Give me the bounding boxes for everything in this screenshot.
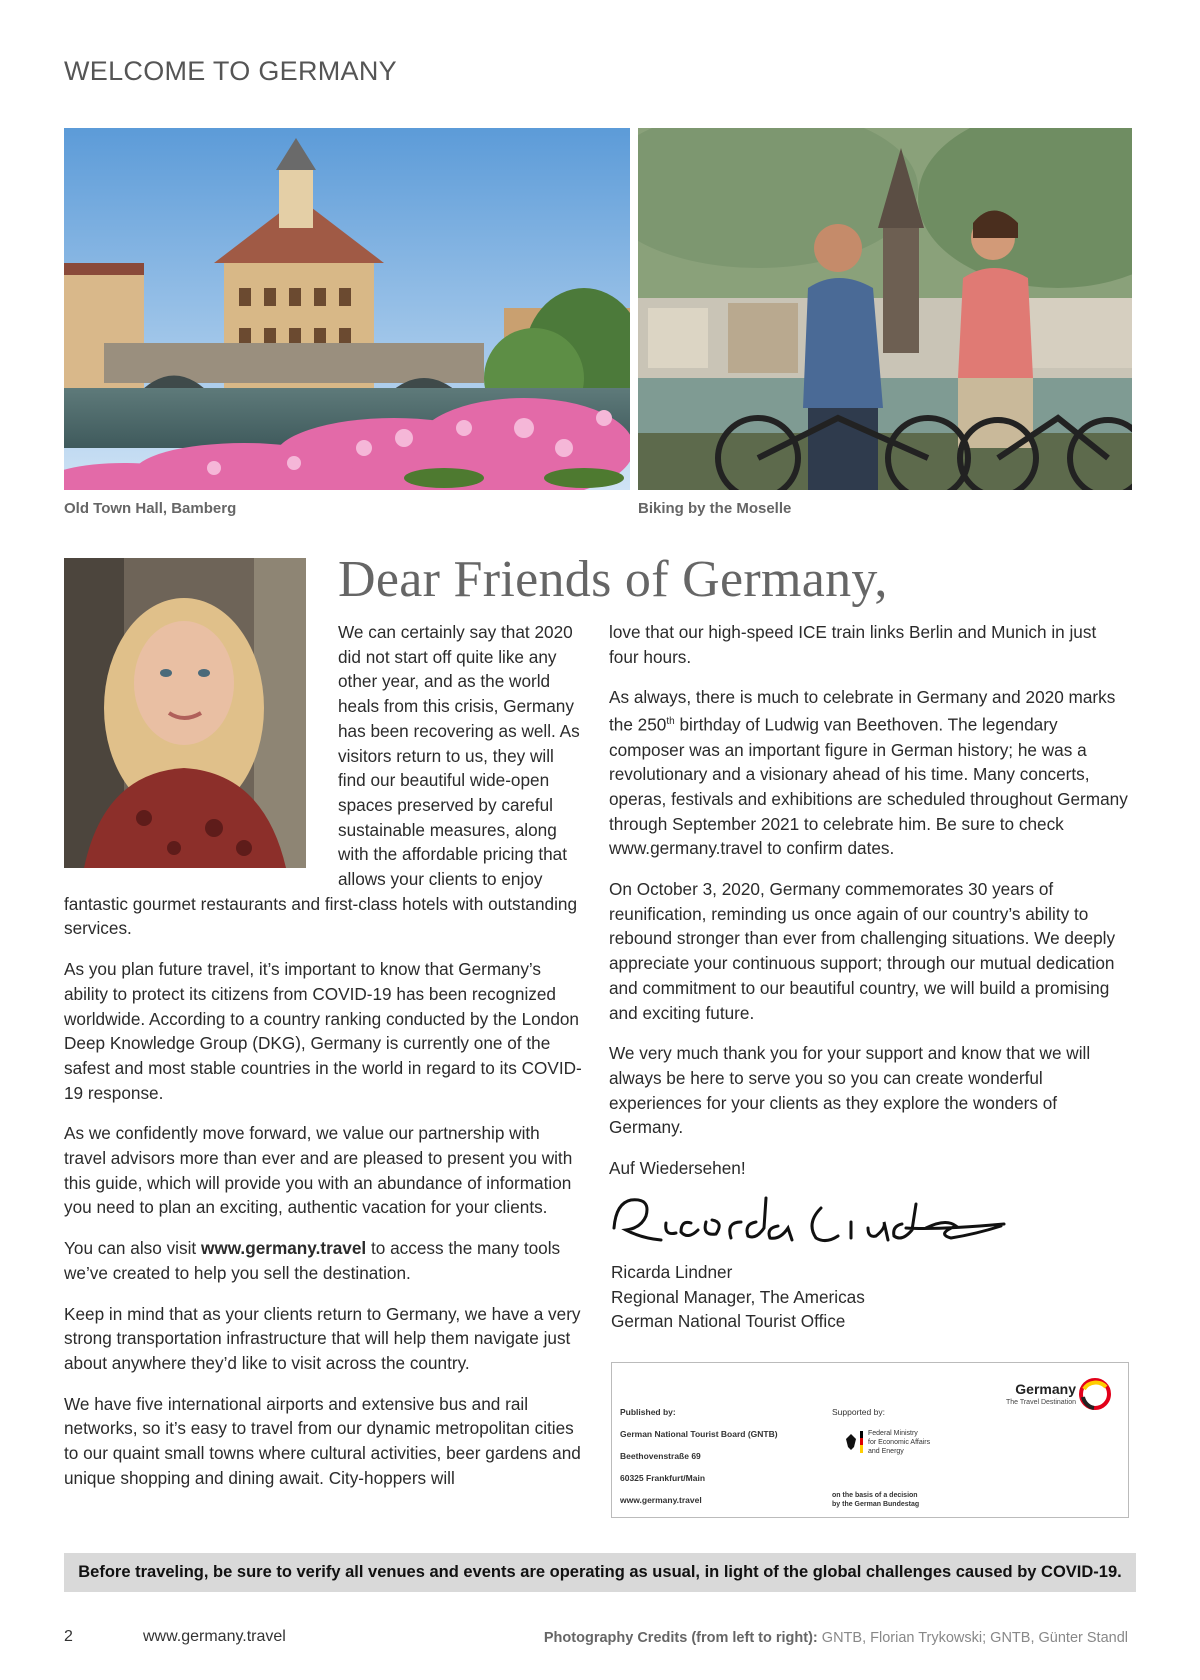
publisher-line: German National Tourist Board (GNTB) <box>620 1429 778 1439</box>
published-by-label: Published by: <box>620 1407 676 1417</box>
covid-warning-banner: Before traveling, be sure to verify all venues and events are operating as usual, in light of the global challenges caused by COVID-19. <box>64 1553 1136 1592</box>
federal-eagle-icon <box>844 1433 858 1451</box>
photo-caption-bamberg: Old Town Hall, Bamberg <box>64 500 237 517</box>
german-flag-stripe-icon <box>860 1431 863 1453</box>
publisher-line: Beethovenstraße 69 <box>620 1451 701 1461</box>
portrait-wrap-spacer <box>64 620 338 868</box>
section-title: WELCOME TO GERMANY <box>64 56 397 86</box>
letter-paragraph-beethoven: As always, there is much to celebrate in Germany and 2020 marks the 250th birthday of Ludwig van Beethoven. The legendary composer was an important figure in German history; he was a revolutionary and a visionary ahead of his time. Many concerts, operas, festivals and exhibitions are scheduled throughout Germany through September 2021 to celebrate him. Be sure to check www.germany.travel to confirm dates. <box>609 687 1128 859</box>
signer-title: Regional Manager, The Americas <box>611 1286 865 1307</box>
germany-logo <box>962 1373 1122 1413</box>
letter-paragraph: As you plan future travel, it’s important to know that Germany’s ability to protect its citizens from COVID-19 has been recognized worldwide. According to a country ranking conducted by the London Deep Knowledge Group (DKG), Germany is currently one of the safest and most stable countries in the world in regard to its COVID-19 response. <box>64 959 582 1103</box>
handwritten-signature <box>606 1178 1006 1260</box>
letter-paragraph: As we confidently move forward, we value our partnership with travel advisors more than ever and are pleased to present you with this guide, which will provide you with an abundance of information you need to plan an exciting, authentic vacation for your clients. <box>64 1123 573 1218</box>
signer-organization: German National Tourist Office <box>611 1311 846 1332</box>
photo-caption-moselle: Biking by the Moselle <box>638 500 792 517</box>
publisher-box <box>611 1362 1129 1518</box>
page-number: 2 <box>64 1628 73 1645</box>
letter-left-column <box>64 620 584 1507</box>
logo-tagline: The Travel Destination <box>1005 1399 1076 1406</box>
letter-paragraph: Keep in mind that as your clients return to Germany, we have a very strong transportation infrastructure that will help them navigate just about anywhere they’d like to visit across the country. <box>64 1303 581 1373</box>
photo-biking-moselle <box>638 128 1132 490</box>
letter-paragraph: On October 3, 2020, Germany commemorates 30 years of reunification, reminding us once again of our country’s ability to rebound stronger than ever from challenging situations. We deeply appreciate your continuous support; through our mutual dedication and commitment to our beautiful country, we will build a promising and exciting future. <box>609 879 1116 1023</box>
ministry-name: Federal Ministry for Economic Affairs and Energy <box>868 1430 931 1455</box>
letter-paragraph: love that our high-speed ICE train links Berlin and Munich in just four hours. <box>609 622 1097 667</box>
bundestag-note: on the basis of a decision by the German Bundestag <box>832 1492 920 1508</box>
publisher-line: www.germany.travel <box>620 1495 702 1505</box>
signer-name: Ricarda Lindner <box>611 1262 733 1282</box>
published-by-block <box>620 1401 820 1511</box>
photo-old-town-hall <box>64 128 630 490</box>
supported-by-block <box>832 1401 982 1423</box>
publisher-line: 60325 Frankfurt/Main <box>620 1473 706 1483</box>
letter-right-column <box>609 620 1129 1197</box>
letter-paragraph: We can certainly say that 2020 did not start off quite like any other year, and as the world heals from this crisis, Germany has been recovering as well. As visitors return to us, they will find our beautiful wide-open spaces preserved by careful sustainable measures, along with the affordable pricing that allows your clients to enjoy fantastic gourmet restaurants and first-class hotels with outstanding services. <box>64 622 580 939</box>
signer-block <box>611 1260 865 1334</box>
germany-logo-mark-icon <box>1078 1377 1112 1411</box>
supported-by-label: Supported by: <box>832 1407 885 1417</box>
photo-credits: Photography Credits (from left to right): GNTB, Florian Trykowski; GNTB, Günter Standl <box>543 1630 1128 1646</box>
letter-greeting: Dear Friends of Germany, <box>338 551 888 608</box>
letter-paragraph-visit: You can also visit www.germany.travel to access the many tools we’ve created to help you sell the destination. <box>64 1238 561 1283</box>
letter-paragraph: We very much thank you for your support and know that we will always be here to serve you so you can create wonderful experiences for your clients as they explore the wonders of Germany. <box>609 1043 1091 1138</box>
logo-word: Germany <box>1015 1381 1076 1397</box>
website-link[interactable]: www.germany.travel <box>200 1238 367 1259</box>
letter-paragraph: We have five international airports and extensive bus and rail networks, so it’s easy to travel from our dynamic metropolitan cities to our quaint small towns where cultural activities, beer gardens and unique shopping and dining await. City-hoppers will <box>64 1393 581 1488</box>
footer-website-link[interactable]: www.germany.travel <box>143 1628 286 1645</box>
letter-closing: Auf Wiedersehen! <box>609 1158 746 1179</box>
